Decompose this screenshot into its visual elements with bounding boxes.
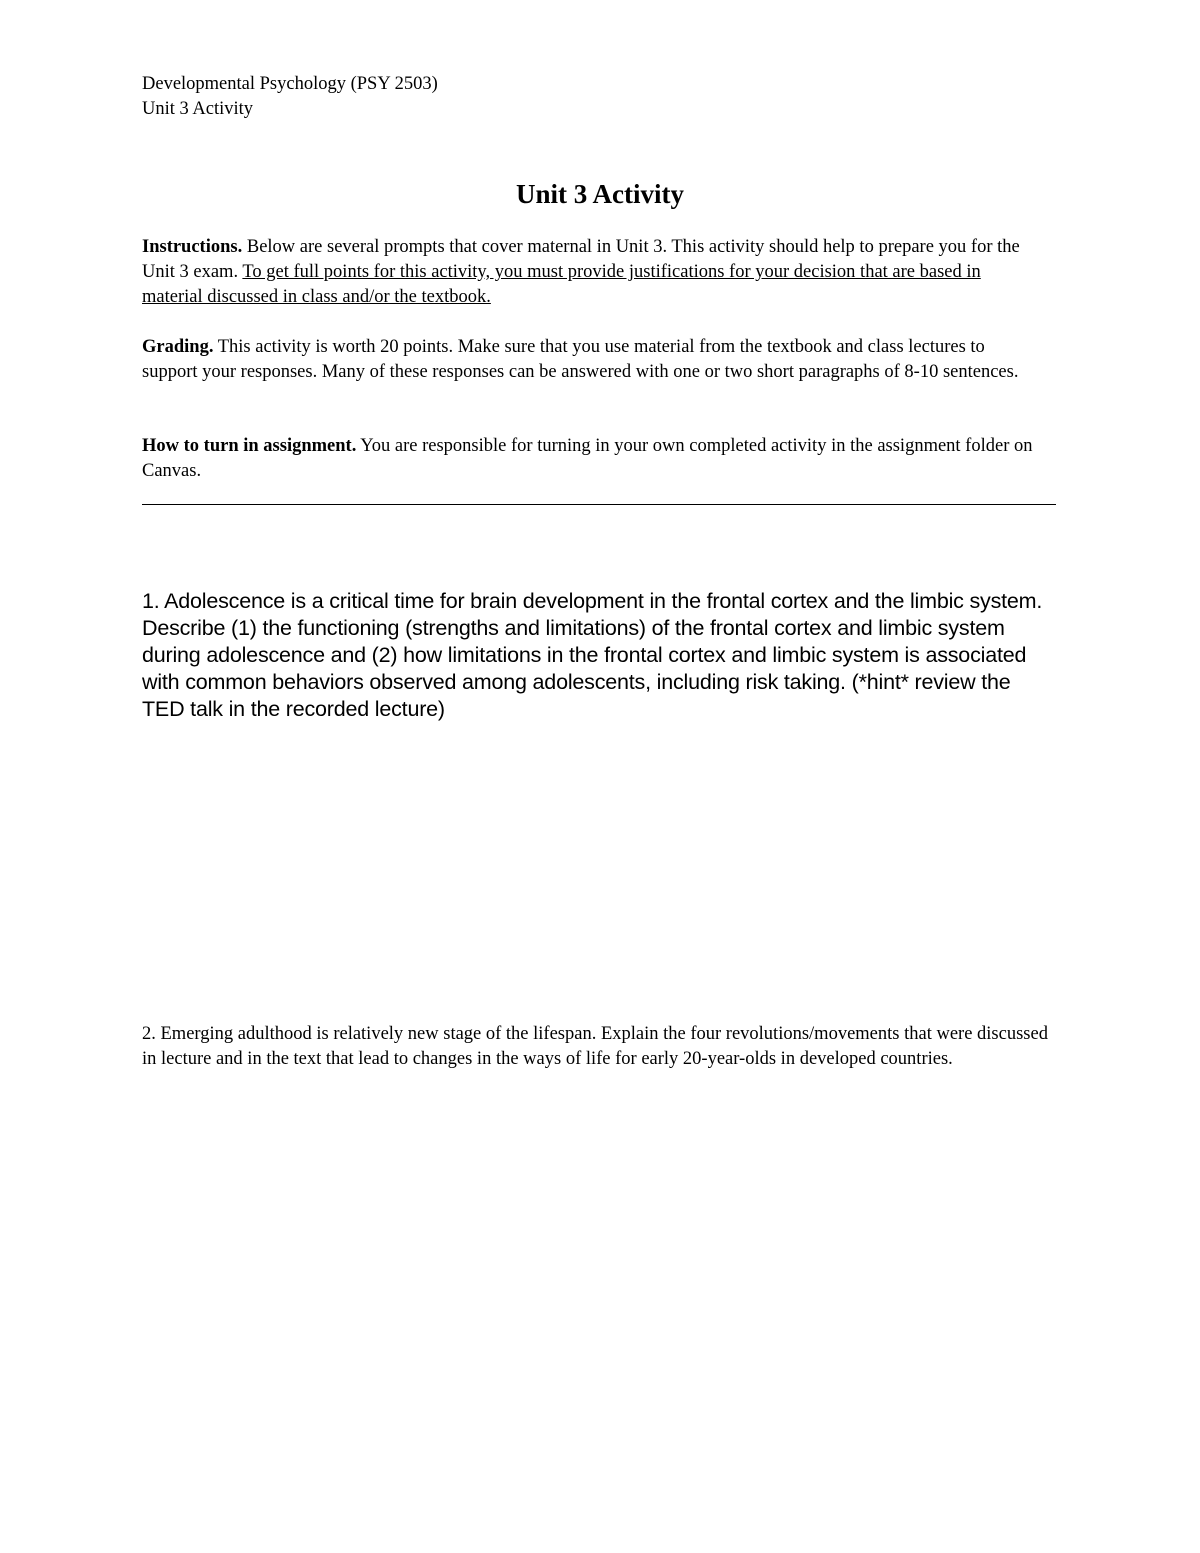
unit-label: Unit 3 Activity <box>142 99 253 119</box>
page-title: Unit 3 Activity <box>516 179 684 209</box>
turn-in-text: You are responsible for turning in your own completed activity in the assignment folder on Canvas. <box>142 436 1033 481</box>
instructions-paragraph <box>142 235 1042 310</box>
instructions-label: Instructions. <box>142 237 243 257</box>
course-name: Developmental Psychology (PSY 2503) <box>142 74 438 94</box>
turn-in-paragraph <box>142 434 1042 484</box>
document-header <box>142 72 438 122</box>
instructions-text: Below are several prompts that cover maternal in Unit 3. This activity should help to prepare you for the Unit 3 exam. <box>142 237 1020 282</box>
question-2: 2. Emerging adulthood is relatively new stage of the lifespan. Explain the four revolutions/movements that were discussed in lecture and in the text that lead to changes in the ways of life for early 20-year-olds in developed countries. <box>142 1024 1048 1069</box>
grading-paragraph <box>142 335 1042 385</box>
instructions-underlined-text: To get full points for this activity, you must provide justifications for your decision that are based in material discussed in class and/or the textbook. <box>142 262 981 307</box>
question-1: 1. Adolescence is a critical time for brain development in the frontal cortex and the limbic system. Describe (1) the functioning (strengths and limitations) of the frontal cortex and limbic system during adolescence and (2) how limitations in the frontal cortex and limbic system is associated with common behaviors observed among adolescents, including risk taking. (*hint* review the TED talk in the recorded lecture) <box>142 589 1043 721</box>
grading-text: This activity is worth 20 points. Make sure that you use material from the textbook and class lectures to support your responses. Many of these responses can be answered with one or two short paragraphs of 8-10 sentences. <box>142 337 1019 382</box>
turn-in-label: How to turn in assignment. <box>142 436 357 456</box>
section-divider <box>142 504 1056 505</box>
grading-label: Grading. <box>142 337 214 357</box>
